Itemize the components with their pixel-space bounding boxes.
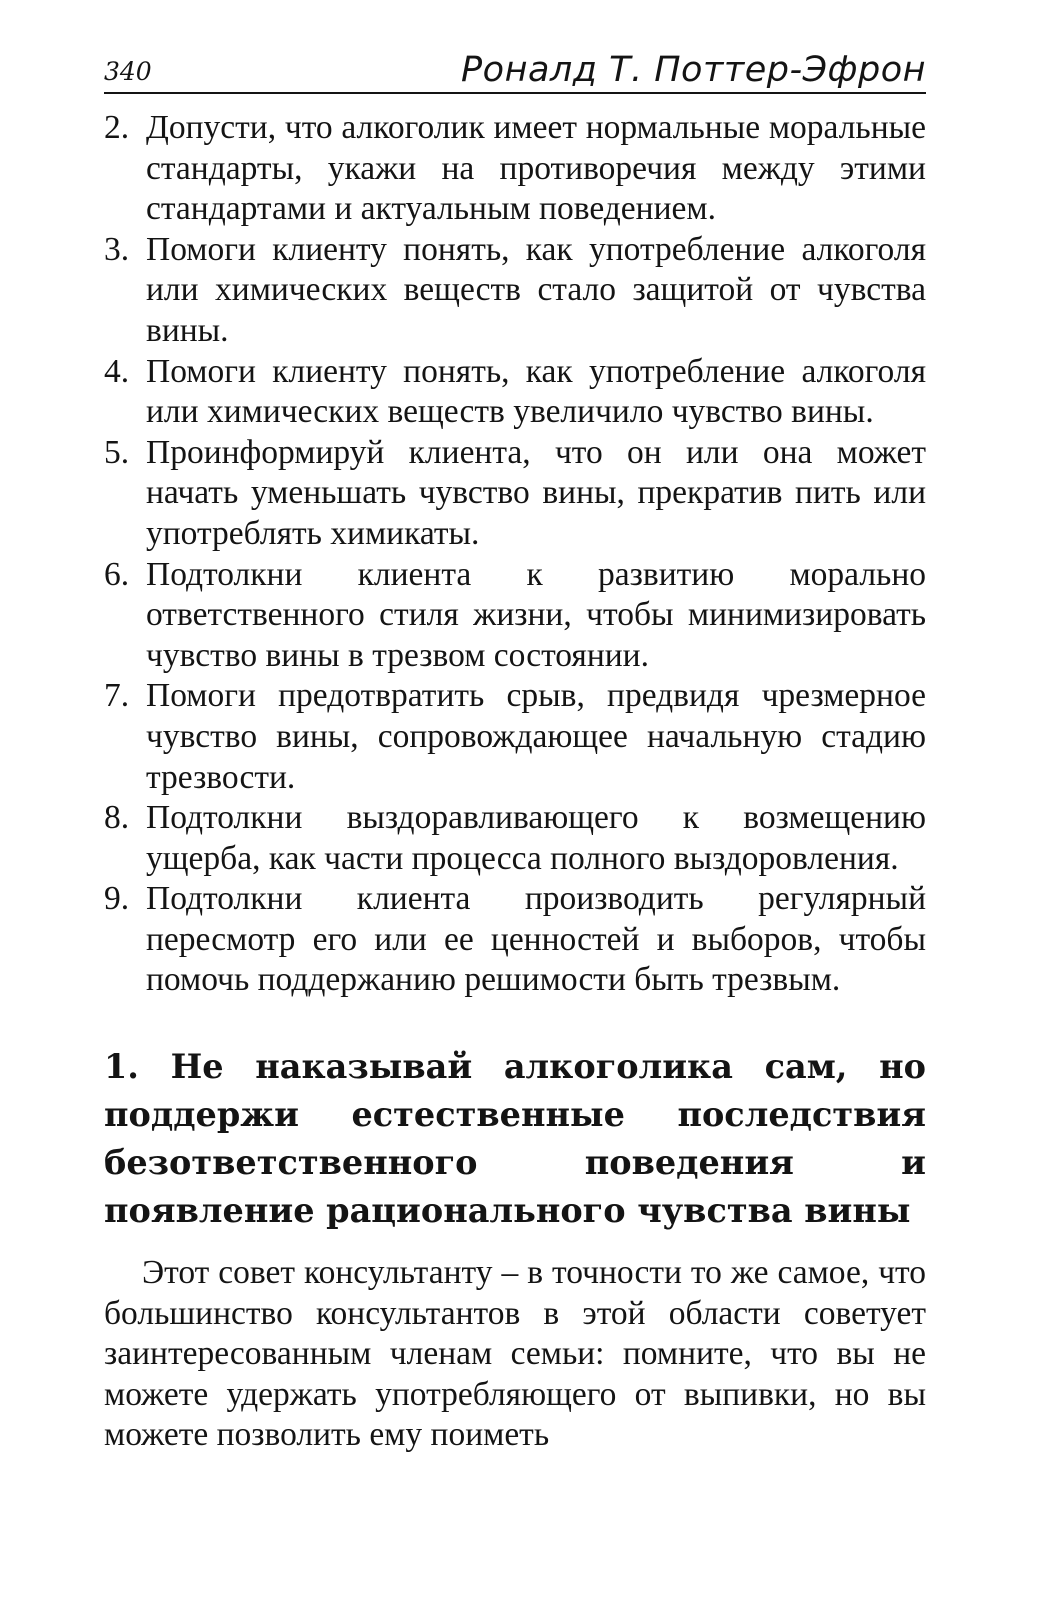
body-paragraph: Этот совет консультанту – в точности то же самое, что большинство консультантов в этой области советует заинтересованным членам семьи: помните, что вы не можете удержать употребляющего от выпивки, но вы можете позволить ему поиметь (104, 1254, 926, 1454)
list-item-text: Проинформируй клиента, что он или она может начать уменьшать чувство вины, прекратив пить или употреблять химикаты. (146, 433, 926, 552)
list-item (104, 352, 926, 433)
list-item-number: 5. (104, 433, 130, 471)
running-title: Роналд Т. Поттер-Эфрон (461, 50, 926, 90)
list-item-number: 7. (104, 677, 130, 715)
list-item (104, 798, 926, 879)
list-item-number: 9. (104, 880, 130, 918)
list-item-number: 3. (104, 230, 130, 268)
list-item (104, 230, 926, 352)
book-page (104, 40, 926, 1456)
list-item (104, 108, 926, 230)
list-item (104, 433, 926, 555)
list-item (104, 676, 926, 798)
running-header (104, 40, 926, 94)
list-item (104, 555, 926, 677)
section-heading: 1. Не наказывай алкоголика сам, но поддержи естественные последствия безответственного поведения и появление рационального чувства вины (104, 1047, 926, 1231)
list-item-text: Подтолкни клиента к развитию морально ответственного стиля жизни, чтобы минимизировать чувство вины в трезвом состоянии. (146, 555, 926, 674)
list-item-text: Подтолкни клиента производить регулярный пересмотр его или ее ценностей и выборов, чтобы помочь поддержанию решимости быть трезвым. (146, 880, 926, 999)
list-item-number: 2. (104, 109, 130, 146)
list-item (104, 879, 926, 1001)
recommendations-list (104, 108, 926, 1001)
list-item-number: 6. (104, 555, 130, 593)
list-item-number: 4. (104, 352, 130, 390)
list-item-text: Помоги клиенту понять, как употребление алкоголя или химических веществ стало защитой от чувства вины. (146, 230, 926, 349)
list-item-number: 8. (104, 799, 130, 837)
list-item-text: Помоги предотвратить срыв, предвидя чрезмерное чувство вины, сопровождающее начальную стадию трезвости. (146, 677, 926, 796)
list-item-text: Подтолкни выздоравливающего к возмещению ущерба, как части процесса полного выздоровления. (146, 799, 926, 877)
list-item-text: Допусти, что алкоголик имеет нормальные моральные стандарты, укажи на противоречия между этими стандартами и актуальным поведением. (146, 109, 926, 228)
page-number: 340 (104, 57, 152, 86)
list-item-text: Помоги клиенту понять, как употребление алкоголя или химических веществ увеличило чувство вины. (146, 352, 926, 431)
